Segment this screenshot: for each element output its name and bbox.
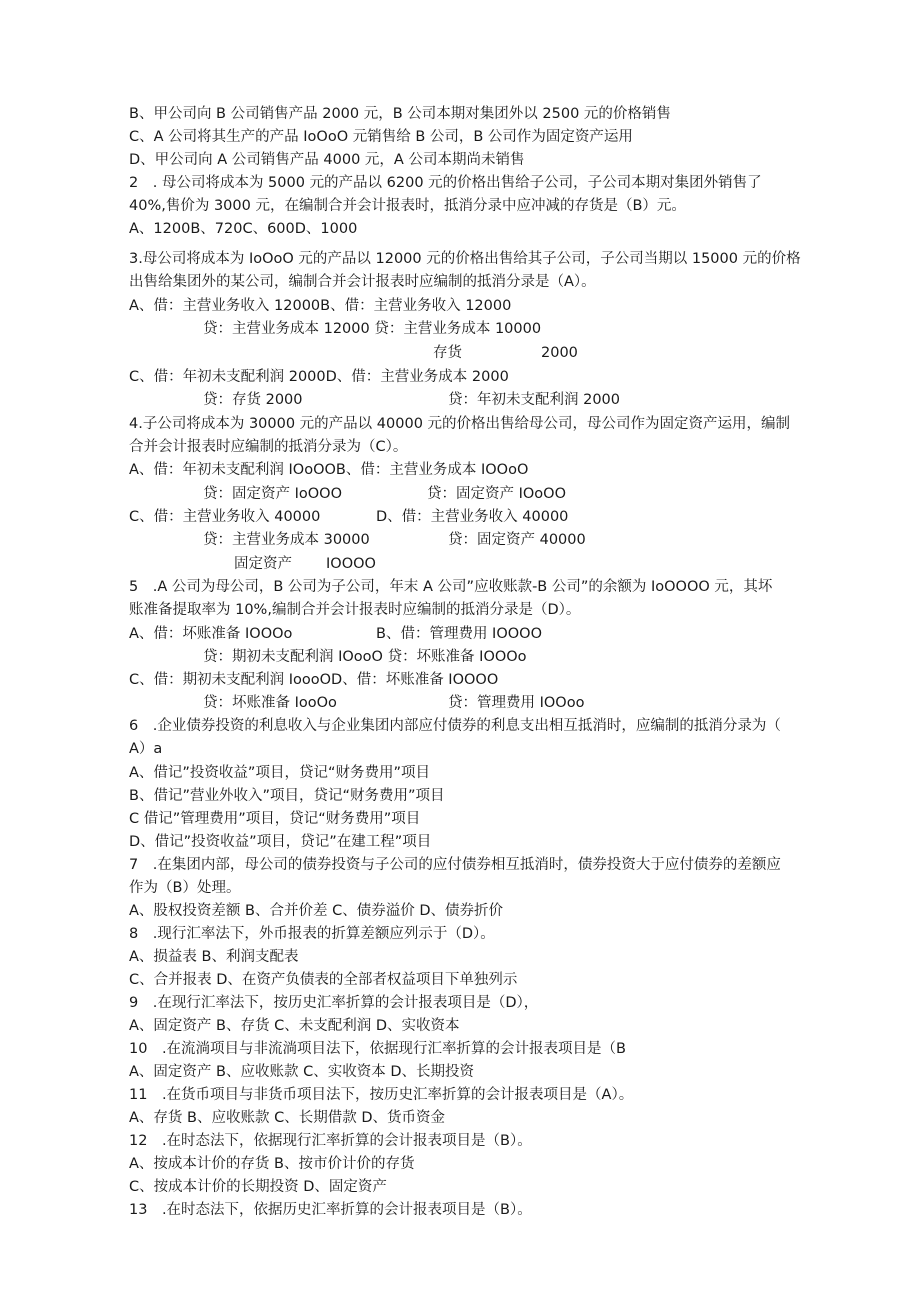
text-line: A、借：坏账准备 IOOOo xyxy=(129,626,293,642)
text-line: C、借：主营业务收入 40000 xyxy=(129,509,321,525)
text-line: 作为（B）处理。 xyxy=(129,880,241,896)
text-line: 4.子公司将成本为 30000 元的产品以 40000 元的价格出售给母公司，母公司作为固定资产运用，编制 xyxy=(129,416,791,432)
text-line: D、借记”投资收益”项目，贷记”在建工程”项目 xyxy=(129,834,432,850)
text-line: 贷：固定资产 IoOOO xyxy=(203,486,342,502)
text-line: 贷：主营业务成本 12000 贷：主营业务成本 10000 xyxy=(203,321,542,337)
text-line: 12 .在时态法下，依据现行汇率折算的会计报表项目是（B）。 xyxy=(129,1133,532,1149)
text-line: A、股权投资差额 B、合并价差 C、债券溢价 D、债券折价 xyxy=(129,903,503,919)
text-line: 合并会计报表时应编制的抵消分录为（C）。 xyxy=(129,439,408,455)
text-line: B、借：管理费用 IOOOO xyxy=(376,626,542,642)
text-line: A、存货 B、应收账款 C、长期借款 D、货币资金 xyxy=(129,1110,445,1126)
text-line: 账准备提取率为 10%,编制合并会计报表时应编制的抵消分录是（D）。 xyxy=(129,602,581,618)
text-line: 贷：固定资产 40000 xyxy=(448,532,586,548)
text-line: 贷：期初未支配利润 IOooO 贷：坏账准备 IOOOo xyxy=(203,649,527,665)
text-line: 5 .A 公司为母公司，B 公司为子公司，年末 A 公司”应收账款-B 公司”的余额为 IoOOOO 元，其坏 xyxy=(129,579,773,595)
text-line: D、借：主营业务收入 40000 xyxy=(376,509,569,525)
text-line: 贷：年初未支配利润 2000 xyxy=(448,392,621,408)
text-line: 9 .在现行汇率法下，按历史汇率折算的会计报表项目是（D）， xyxy=(129,995,539,1011)
text-line: A）a xyxy=(129,741,163,757)
text-line: C 借记”管理费用”项目，贷记“财务费用”项目 xyxy=(129,811,421,827)
text-line: A、1200B、720C、600D、1000 xyxy=(129,221,358,237)
text-line: 2000 xyxy=(541,345,578,361)
text-line: B、甲公司向 B 公司销售产品 2000 元，B 公司本期对集团外以 2500 元的价格销售 xyxy=(129,106,671,122)
text-line: A、固定资产 B、应收账款 C、实收资本 D、长期投资 xyxy=(129,1064,474,1080)
text-line: 固定资产 xyxy=(234,556,292,572)
text-line: A、借记”投资收益”项目，贷记“财务费用”项目 xyxy=(129,765,430,781)
text-line: C、按成本计价的长期投资 D、固定资产 xyxy=(129,1179,387,1195)
text-line: IOOOO xyxy=(326,556,376,572)
text-line: C、合并报表 D、在资产负债表的全部者权益项目下单独列示 xyxy=(129,972,518,988)
text-line: D、甲公司向 A 公司销售产品 4000 元，A 公司本期尚未销售 xyxy=(129,152,525,168)
text-line: 贷：固定资产 IOoOO xyxy=(427,486,566,502)
text-line: C、借：期初未支配利润 IoooOD、借：坏账准备 IOOOO xyxy=(129,672,499,688)
text-line: 2 . 母公司将成本为 5000 元的产品以 6200 元的价格出售给子公司，子公司本期对集团外销售了 xyxy=(129,175,762,191)
text-line: A、损益表 B、利润支配表 xyxy=(129,949,299,965)
text-line: 出售给集团外的某公司，编制合并会计报表时应编制的抵消分录是（A）。 xyxy=(129,274,596,290)
text-line: 贷：主营业务成本 30000 xyxy=(203,532,370,548)
text-line: 3.母公司将成本为 IoOoO 元的产品以 12000 元的价格出售给其子公司，子公司当期以 15000 元的价格 xyxy=(129,251,801,267)
text-line: 存货 xyxy=(433,345,462,361)
text-line: 7 .在集团内部，母公司的债券投资与子公司的应付债券相互抵消时，债券投资大于应付债券的差额应 xyxy=(129,857,781,873)
text-line: 40%,售价为 3000 元，在编制合并会计报表时，抵消分录中应冲减的存货是（B）元。 xyxy=(129,198,686,214)
text-line: 贷：管理费用 IOOoo xyxy=(448,695,585,711)
text-line: 贷：存货 2000 xyxy=(203,392,303,408)
text-line: A、固定资产 B、存货 C、未支配利润 D、实收资本 xyxy=(129,1018,460,1034)
text-line: 10 .在流淌项目与非流淌项目法下，依据现行汇率折算的会计报表项目是（B xyxy=(129,1041,627,1057)
text-line: A、借：主营业务收入 12000B、借：主营业务收入 12000 xyxy=(129,298,512,314)
text-line: 贷：坏账准备 IooOo xyxy=(203,695,337,711)
text-line: B、借记”营业外收入”项目，贷记“财务费用”项目 xyxy=(129,788,445,804)
text-line: 8 .现行汇率法下，外币报表的折算差额应列示于（D）。 xyxy=(129,926,495,942)
text-line: 13 .在时态法下，依据历史汇率折算的会计报表项目是（B）。 xyxy=(129,1202,532,1218)
text-line: 6 .企业债券投资的利息收入与企业集团内部应付债券的利息支出相互抵消时，应编制的抵消分录为（ xyxy=(129,718,781,734)
text-line: C、A 公司将其生产的产品 IoOoO 元销售给 B 公司，B 公司作为固定资产运用 xyxy=(129,129,633,145)
text-line: A、按成本计价的存货 B、按市价计价的存货 xyxy=(129,1156,415,1172)
text-line: C、借：年初未支配利润 2000D、借：主营业务成本 2000 xyxy=(129,369,509,385)
text-line: A、借：年初未支配利润 IOoOOB、借：主营业务成本 IOOoO xyxy=(129,462,529,478)
text-line: 11 .在货币项目与非货币项目法下，按历史汇率折算的会计报表项目是（A）。 xyxy=(129,1087,634,1103)
